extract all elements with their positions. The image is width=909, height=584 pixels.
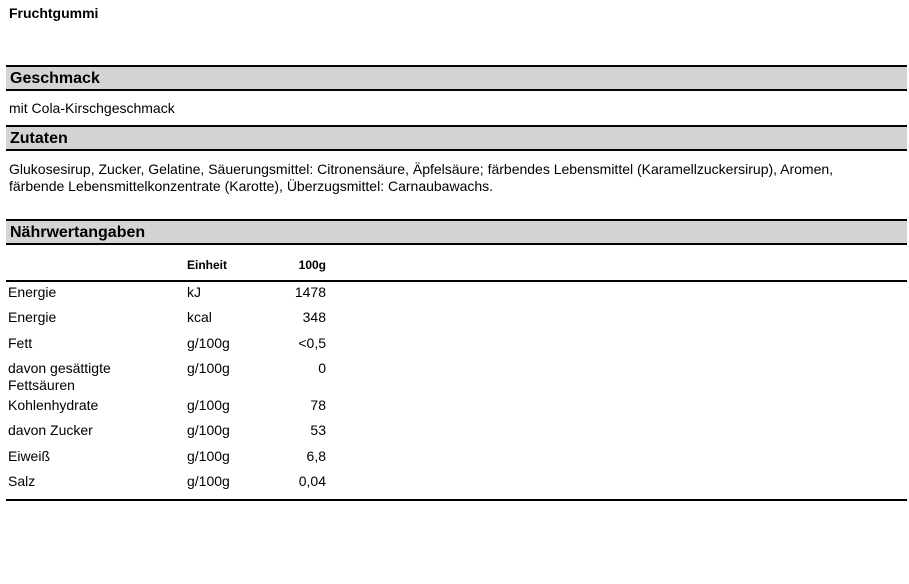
product-title: Fruchtgummi xyxy=(9,5,99,21)
nutrient-value: 6,8 xyxy=(306,448,326,464)
column-header-value: 100g xyxy=(298,258,326,272)
nutrient-unit: g/100g xyxy=(187,335,230,351)
nutrient-unit: g/100g xyxy=(187,448,230,464)
table-bottom-divider xyxy=(6,499,907,501)
nutrition-heading: Nährwertangaben xyxy=(10,224,146,241)
nutrient-name: Energie xyxy=(8,309,57,325)
nutrient-value: 53 xyxy=(310,422,326,438)
nutrient-name: davon gesättigte Fettsäuren xyxy=(8,360,111,393)
nutrient-value: 0 xyxy=(318,360,326,376)
nutrient-value: 348 xyxy=(302,309,326,325)
nutrient-name: Salz xyxy=(8,473,36,489)
nutrient-unit: g/100g xyxy=(187,397,230,413)
nutrient-unit: kJ xyxy=(187,284,201,300)
column-header-unit: Einheit xyxy=(187,258,228,272)
taste-heading: Geschmack xyxy=(10,70,100,87)
ingredients-line-1: Glukosesirup, Zucker, Gelatine, Säuerungsmittel: Citronensäure, Äpfelsäure; färbendes Lebensmittel (Karamellzuckersirup), Aromen, xyxy=(9,161,834,177)
nutrient-name: Eiweiß xyxy=(8,448,51,464)
table-header-divider xyxy=(6,280,907,282)
nutrient-unit: kcal xyxy=(187,309,212,325)
nutrient-value: <0,5 xyxy=(298,335,326,351)
nutrient-name: Fett xyxy=(8,335,33,351)
ingredients-heading: Zutaten xyxy=(10,130,68,147)
ingredients-section-header xyxy=(6,125,907,151)
taste-text: mit Cola-Kirschgeschmack xyxy=(9,100,175,116)
nutrient-value: 78 xyxy=(310,397,326,413)
nutrient-name: Kohlenhydrate xyxy=(8,397,99,413)
nutrient-name: Energie xyxy=(8,284,57,300)
nutrient-unit: g/100g xyxy=(187,422,230,438)
nutrient-value: 1478 xyxy=(294,284,326,300)
nutrient-unit: g/100g xyxy=(187,360,230,376)
nutrient-name: davon Zucker xyxy=(8,422,93,438)
ingredients-line-2: färbende Lebensmittelkonzentrate (Karotte), Überzugsmittel: Carnaubawachs. xyxy=(9,178,494,194)
taste-section-header xyxy=(6,65,907,91)
nutrient-unit: g/100g xyxy=(187,473,230,489)
nutrition-section-header xyxy=(6,219,907,245)
nutrient-value: 0,04 xyxy=(298,473,326,489)
